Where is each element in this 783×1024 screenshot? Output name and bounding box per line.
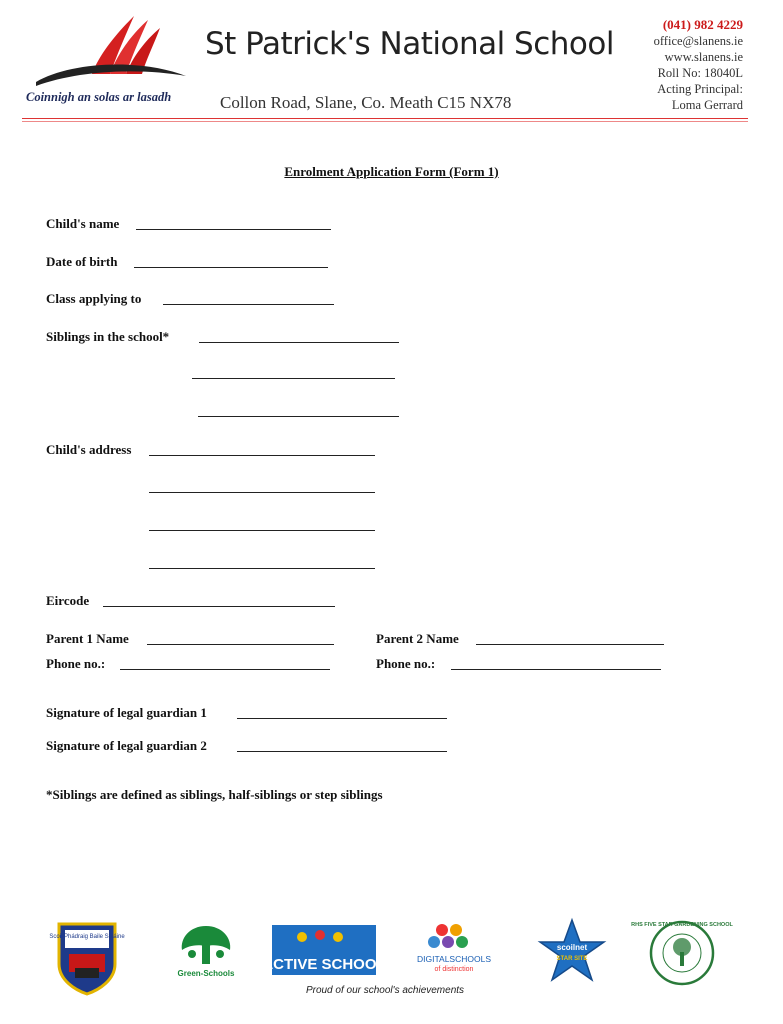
class-applying-label: Class applying to <box>46 291 142 306</box>
header-divider-secondary <box>22 121 748 122</box>
parent1-name-label: Parent 1 Name <box>46 631 129 646</box>
school-motto: Coinnigh an solas ar lasadh <box>26 90 172 104</box>
siblings-label: Siblings in the school* <box>46 329 170 344</box>
principal-name: Loma Gerrard <box>671 98 743 112</box>
email[interactable]: office@slanens.ie <box>653 34 743 48</box>
phone1-label: Phone no.: <box>46 656 106 671</box>
eircode-field[interactable] <box>103 606 335 607</box>
form-title: Enrolment Application Form (Form 1) <box>284 164 499 179</box>
website[interactable]: www.slanens.ie <box>664 50 743 64</box>
phone1-field[interactable] <box>120 669 330 670</box>
green-schools-text: Green-Schools <box>177 969 235 978</box>
class-applying-field[interactable] <box>163 304 334 305</box>
signature2-field[interactable] <box>237 751 447 752</box>
siblings-field-3[interactable] <box>198 416 399 417</box>
signature1-label: Signature of legal guardian 1 <box>46 705 207 720</box>
green-schools-icon <box>178 922 234 980</box>
childs-name-label: Child's name <box>46 216 120 231</box>
siblings-field-1[interactable] <box>199 342 399 343</box>
footer-caption: Proud of our school's achievements <box>305 985 465 996</box>
signature1-field[interactable] <box>237 718 447 719</box>
childs-address-field-4[interactable] <box>149 568 375 569</box>
parent2-name-label: Parent 2 Name <box>376 631 459 646</box>
phone-number: (041) 982 4229 <box>662 17 743 32</box>
school-logo-icon <box>30 12 190 92</box>
principal-title: Acting Principal: <box>657 82 743 96</box>
active-school-text: ACTIVE SCHOOL <box>262 956 386 973</box>
rhs-gardening-icon <box>631 918 733 988</box>
rhs-text: RHS FIVE STAR GARDENING SCHOOL <box>631 922 733 928</box>
scoilnet-text: scoilnet <box>556 943 588 952</box>
childs-address-field-3[interactable] <box>149 530 375 531</box>
date-of-birth-field[interactable] <box>134 267 328 268</box>
parent2-name-field[interactable] <box>476 644 664 645</box>
phone2-label: Phone no.: <box>376 656 436 671</box>
childs-name-field[interactable] <box>136 229 331 230</box>
digital-schools-icon <box>412 920 496 976</box>
active-school-icon <box>262 925 386 975</box>
siblings-footnote: *Siblings are defined as siblings, half-siblings or step siblings <box>46 787 383 802</box>
phone2-field[interactable] <box>451 669 661 670</box>
school-name: St Patrick's National School <box>205 26 614 62</box>
crest-text: Scoil Phádraig Baile Shláine <box>49 934 125 940</box>
eircode-label: Eircode <box>46 593 90 608</box>
childs-address-field-2[interactable] <box>149 492 375 493</box>
contact-block <box>654 17 743 113</box>
childs-address-field-1[interactable] <box>149 455 375 456</box>
scoilnet-star-icon <box>538 918 606 984</box>
scoilnet-subtext: STAR SITE <box>556 956 588 962</box>
header-divider <box>22 118 748 119</box>
roll-number: Roll No: 18040L <box>657 66 743 80</box>
digital-schools-text: DIGITALSCHOOLS <box>417 954 491 964</box>
siblings-field-2[interactable] <box>192 378 395 379</box>
date-of-birth-label: Date of birth <box>46 254 118 269</box>
school-address: Collon Road, Slane, Co. Meath C15 NX78 <box>220 93 512 112</box>
childs-address-label: Child's address <box>46 442 132 457</box>
signature2-label: Signature of legal guardian 2 <box>46 738 207 753</box>
parent1-name-field[interactable] <box>147 644 334 645</box>
digital-schools-subtext: of distinction <box>434 966 474 973</box>
